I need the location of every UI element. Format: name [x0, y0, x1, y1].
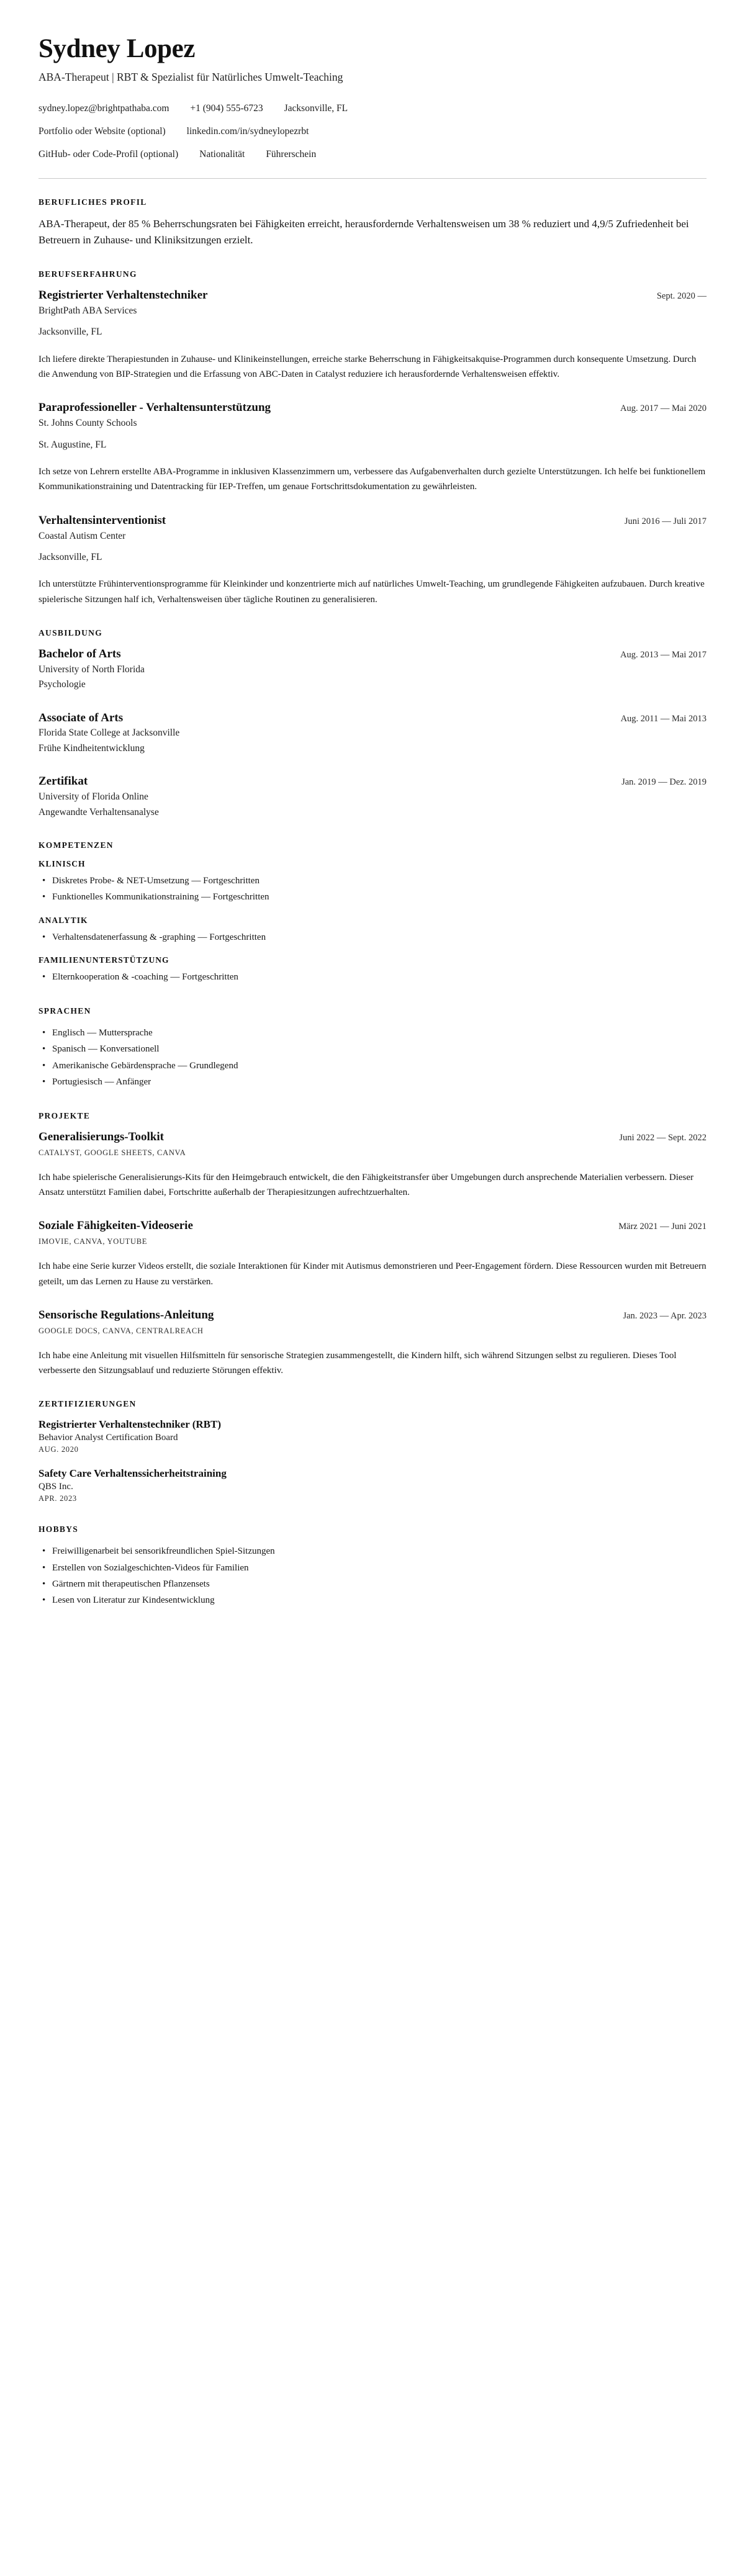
experience-job-title: Verhaltensinterventionist — [38, 513, 166, 527]
section-title-hobbies: HOBBYS — [38, 1524, 79, 1534]
education-entry — [38, 647, 707, 692]
section-title-experience: BERUFSERFAHRUNG — [38, 269, 137, 279]
education-field: Psychologie — [38, 679, 86, 690]
certification-name: Safety Care Verhaltenssicherheitstraining — [38, 1467, 227, 1480]
section-projects — [38, 1111, 707, 1378]
skill-group-title: KLINISCH — [38, 859, 86, 869]
contact-nationality: Nationalität — [199, 149, 245, 160]
contact-drivers-license: Führerschein — [266, 149, 317, 160]
list-item: • Gärtnern mit therapeutischen Pflanzensets — [38, 1576, 707, 1592]
list-item: • Funktionelles Kommunikationstraining — Fortgeschritten — [38, 889, 707, 905]
experience-entry — [38, 288, 707, 382]
contact-github[interactable]: GitHub- oder Code-Profil (optional) — [38, 149, 179, 160]
project-title: Generalisierungs-Toolkit — [38, 1130, 164, 1144]
list-item: • Lesen von Literatur zur Kindesentwicklung — [38, 1592, 707, 1608]
project-dates: Jan. 2023 — Apr. 2023 — [623, 1310, 707, 1321]
education-institution: Florida State College at Jacksonville — [38, 727, 180, 739]
experience-location: Jacksonville, FL — [38, 551, 102, 562]
project-entry — [38, 1130, 707, 1200]
header-divider — [38, 178, 707, 179]
education-degree: Associate of Arts — [38, 711, 124, 724]
contact-linkedin[interactable]: linkedin.com/in/sydneylopezrbt — [186, 126, 309, 137]
certification-name: Registrierter Verhaltenstechniker (RBT) — [38, 1418, 221, 1431]
certification-date: AUG. 2020 — [38, 1445, 79, 1454]
skill-group-title: ANALYTIK — [38, 915, 88, 925]
hobby-list — [38, 1543, 707, 1608]
list-item: • Freiwilligenarbeit bei sensorikfreundlichen Spiel-Sitzungen — [38, 1543, 707, 1559]
experience-entry — [38, 513, 707, 607]
education-entry-head — [38, 711, 707, 726]
contact-location: Jacksonville, FL — [284, 102, 348, 114]
experience-description: Ich unterstützte Frühinterventionsprogramme für Kleinkinder und konzentrierte mich auf natürliches Umwelt-Teaching, um grundlegende Fähigkeiten aufzubauen. Durch kreative spielerische Sitzungen half ich, Verhaltensweisen über tägliche Routinen zu generalisieren. — [38, 579, 705, 605]
section-title-profile: BERUFLICHES PROFIL — [38, 197, 147, 207]
certification-issuer: Behavior Analyst Certification Board — [38, 1433, 178, 1443]
education-dates: Aug. 2013 — Mai 2017 — [620, 650, 707, 660]
contact-email[interactable]: sydney.lopez@brightpathaba.com — [38, 102, 169, 114]
project-tools: CATALYST, GOOGLE SHEETS, CANVA — [38, 1148, 186, 1157]
skill-group-clinical — [38, 859, 707, 906]
education-field: Angewandte Verhaltensanalyse — [38, 806, 159, 817]
education-dates: Jan. 2019 — Dez. 2019 — [621, 777, 707, 788]
section-experience — [38, 269, 707, 607]
experience-description: Ich liefere direkte Therapiestunden in Zuhause- und Klinikeinstellungen, erreiche starke Beherrschung in Fähigkeitsakquise-Programmen durch konsequente Umsetzung. Durch die Anwendung von BIP-Strategien und die Erfassung von ABC-Daten in Catalyst reduziere ich herausfordernde Verhaltensweisen effektiv. — [38, 354, 697, 380]
skill-list — [38, 929, 707, 945]
certification-entry — [38, 1418, 707, 1454]
list-item: • Elternkooperation & -coaching — Fortgeschritten — [38, 969, 707, 985]
experience-location: St. Augustine, FL — [38, 439, 107, 450]
skill-group-title: FAMILIENUNTERSTÜTZUNG — [38, 955, 169, 965]
page-title: Sydney Lopez — [38, 34, 196, 63]
education-entry — [38, 774, 707, 819]
experience-description: Ich setze von Lehrern erstellte ABA-Programme in inklusiven Klassenzimmern um, verbessere das Aufgabenverhalten durch gezielte Unterstützungen. Ich helfe bei funktionellem Kommunikationstraining und Datentracking für IEP-Treffen, um genaue Fortschrittsdokumentation zu gewährleisten. — [38, 467, 706, 492]
section-education — [38, 628, 707, 819]
project-entry-head — [38, 1130, 707, 1145]
section-hobbies — [38, 1524, 707, 1608]
list-item: • Portugiesisch — Anfänger — [38, 1074, 707, 1090]
section-title-skills: KOMPETENZEN — [38, 840, 114, 850]
certification-issuer: QBS Inc. — [38, 1482, 73, 1492]
project-description: Ich habe spielerische Generalisierungs-Kits für den Heimgebrauch entwickelt, die den Fähigkeitstransfer über Umgebungen durch ansprechende Materialien verbessern. Dieser Ansatz unterstützt Familien dabei, Fortschritte außerhalb der Therapiesitzungen aufrechtzuerhalten. — [38, 1172, 694, 1198]
professional-headline: ABA-Therapeut | RBT & Spezialist für Natürliches Umwelt-Teaching — [38, 71, 343, 84]
project-dates: März 2021 — Juni 2021 — [618, 1222, 707, 1232]
experience-job-title: Registrierter Verhaltenstechniker — [38, 289, 208, 302]
list-item: • Amerikanische Gebärdensprache — Grundlegend — [38, 1058, 707, 1074]
education-dates: Aug. 2011 — Mai 2013 — [620, 713, 707, 724]
skill-group-analytics — [38, 916, 707, 945]
project-description: Ich habe eine Serie kurzer Videos erstellt, die soziale Interaktionen für Kinder mit Autismus demonstrieren und Peer-Engagement fördern. Diese Ressourcen wurden mit Betreuern geteilt, um das Lernen zu Hause zu verstärken. — [38, 1261, 707, 1287]
contact-row-2 — [38, 124, 707, 138]
list-item: • Verhaltensdatenerfassung & -graphing — Fortgeschritten — [38, 929, 707, 945]
experience-employer: Coastal Autism Center — [38, 530, 126, 541]
section-title-certifications: ZERTIFIZIERUNGEN — [38, 1399, 137, 1409]
contact-portfolio[interactable]: Portfolio oder Website (optional) — [38, 126, 166, 137]
experience-location: Jacksonville, FL — [38, 327, 102, 338]
education-institution: University of North Florida — [38, 664, 145, 675]
contact-phone: +1 (904) 555-6723 — [190, 102, 263, 114]
education-field: Frühe Kindheitentwicklung — [38, 742, 145, 754]
project-tools: IMOVIE, CANVA, YOUTUBE — [38, 1237, 148, 1246]
list-item: • Englisch — Muttersprache — [38, 1025, 707, 1041]
experience-dates: Juni 2016 — Juli 2017 — [624, 516, 707, 526]
list-item: • Spanisch — Konversationell — [38, 1041, 707, 1057]
section-certifications — [38, 1399, 707, 1503]
contact-row-3 — [38, 147, 707, 161]
project-entry — [38, 1218, 707, 1289]
project-entry — [38, 1308, 707, 1378]
skill-group-family-support — [38, 955, 707, 985]
project-title: Sensorische Regulations-Anleitung — [38, 1308, 214, 1322]
education-entry — [38, 711, 707, 756]
section-skills — [38, 840, 707, 985]
education-institution: University of Florida Online — [38, 791, 148, 803]
section-title-languages: SPRACHEN — [38, 1006, 91, 1016]
profile-summary-text: ABA-Therapeut, der 85 % Beherrschungsraten bei Fähigkeiten erreicht, herausfordernde Verhaltensweisen um 38 % reduziert und 4,9/5 Zufriedenheit bei Betreuern in Zuhause- und Kliniksitzungen erzielt. — [38, 217, 689, 246]
certification-date: APR. 2023 — [38, 1494, 77, 1503]
education-entry-head — [38, 774, 707, 789]
education-entry-head — [38, 647, 707, 662]
certification-entry — [38, 1467, 707, 1503]
project-dates: Juni 2022 — Sept. 2022 — [619, 1133, 707, 1143]
experience-entry-head — [38, 513, 707, 528]
education-degree: Bachelor of Arts — [38, 647, 121, 661]
experience-dates: Sept. 2020 — — [656, 291, 707, 302]
experience-entry — [38, 400, 707, 494]
education-degree: Zertifikat — [38, 775, 88, 788]
section-languages — [38, 1006, 707, 1090]
experience-entry-head — [38, 400, 707, 415]
section-profile — [38, 197, 707, 249]
project-tools: GOOGLE DOCS, CANVA, CENTRALREACH — [38, 1326, 204, 1335]
experience-entry-head — [38, 288, 707, 303]
section-title-projects: PROJEKTE — [38, 1111, 91, 1121]
skill-list — [38, 873, 707, 906]
project-description: Ich habe eine Anleitung mit visuellen Hilfsmitteln für sensorische Strategien zusammengestellt, die Kindern hilft, sich während Sitzungen selbst zu regulieren. Dieses Tool verbesserte den Sitzungsablauf und reduzierte Störungen effektiv. — [38, 1350, 677, 1376]
experience-employer: St. Johns County Schools — [38, 418, 137, 429]
project-title: Soziale Fähigkeiten-Videoserie — [38, 1219, 193, 1233]
section-title-education: AUSBILDUNG — [38, 628, 103, 638]
experience-job-title: Paraprofessioneller - Verhaltensunterstützung — [38, 401, 271, 415]
list-item: • Diskretes Probe- & NET-Umsetzung — Fortgeschritten — [38, 873, 707, 889]
project-entry-head — [38, 1218, 707, 1233]
language-list — [38, 1025, 707, 1090]
contact-row-1 — [38, 101, 707, 115]
experience-employer: BrightPath ABA Services — [38, 305, 137, 316]
project-entry-head — [38, 1308, 707, 1323]
experience-dates: Aug. 2017 — Mai 2020 — [620, 403, 707, 414]
list-item: • Erstellen von Sozialgeschichten-Videos für Familien — [38, 1560, 707, 1576]
skill-list — [38, 969, 707, 985]
